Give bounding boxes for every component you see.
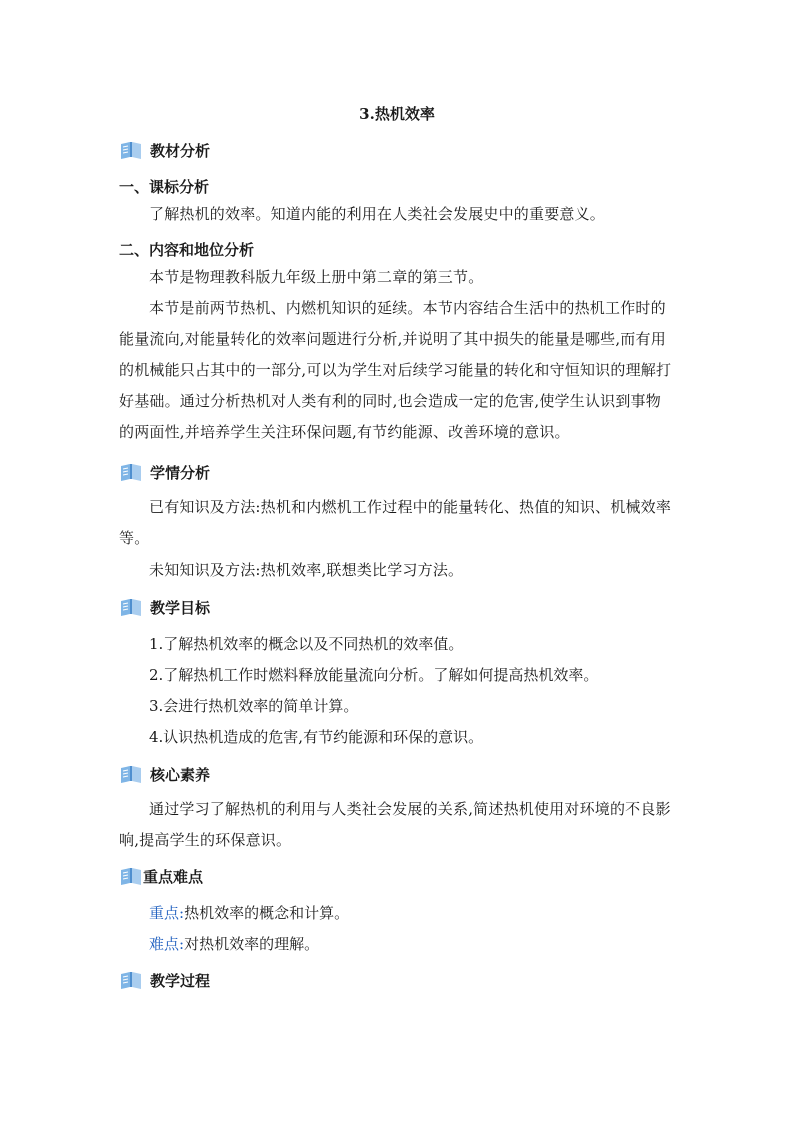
section-title: 学情分析 (150, 463, 211, 482)
paragraph-curriculum: 了解热机的效率。知道内能的利用在人类社会发展史中的重要意义。 (149, 205, 606, 223)
paragraph-literacy: 通过学习了解热机的利用与人类社会发展的关系,简述热机使用对环境的不良影响,提高学生的环保意识。 (119, 800, 671, 849)
book-icon (119, 140, 143, 160)
goal-item-2: 2.了解热机工作时燃料释放能量流向分析。了解如何提高热机效率。 (149, 666, 599, 684)
section-title: 教学目标 (150, 598, 211, 617)
goal-item-1: 1.了解热机效率的概念以及不同热机的效率值。 (149, 635, 464, 653)
section-heading-literacy (119, 762, 210, 786)
section-title: 教材分析 (150, 141, 211, 160)
paragraph-learner-2: 未知知识及方法:热机效率,联想类比学习方法。 (149, 561, 464, 579)
page-title: 3.热机效率 (359, 105, 435, 123)
paragraph-learner-1: 已有知识及方法:热机和内燃机工作过程中的能量转化、热值的知识、机械效率等。 (119, 498, 672, 547)
paragraph-content-1: 本节是物理教科版九年级上册中第二章的第三节。 (149, 268, 484, 286)
subheading-content: 二、内容和地位分析 (119, 241, 255, 259)
book-icon (119, 597, 143, 617)
paragraph-content-2: 本节是前两节热机、内燃机知识的延续。本节内容结合生活中的热机工作时的能量流向,对能量转化的效率问题进行分析,并说明了其中损失的能量是哪些,而有用的机械能只占其中的一部分,可以为学生对后续学习能量的转化和守恒知识的理解打好基础。通过分析热机对人类有利的同时,也会造成一定的危害,使学生认识到事物的两面性,并培养学生关注环保问题,有节约能源、改善环境的意识。 (119, 299, 672, 441)
section-heading-learner (119, 460, 210, 484)
focus-label: 重点: (149, 904, 185, 922)
section-heading-process (119, 968, 210, 992)
focus-text: 热机效率的概念和计算。 (184, 904, 350, 922)
key-focus-line (149, 902, 349, 923)
goal-item-4: 4.认识热机造成的危害,有节约能源和环保的意识。 (149, 728, 484, 746)
difficulty-label: 难点: (149, 935, 185, 953)
book-icon (119, 970, 143, 990)
goal-item-3: 3.会进行热机效率的简单计算。 (149, 697, 359, 715)
section-heading-goals (119, 595, 210, 619)
book-icon (119, 462, 143, 482)
section-title: 重点难点 (143, 867, 204, 886)
subheading-curriculum: 一、课标分析 (119, 178, 210, 196)
book-icon (119, 866, 143, 886)
section-title: 核心素养 (150, 765, 211, 784)
key-difficulty-line (149, 933, 319, 954)
difficulty-text: 对热机效率的理解。 (184, 935, 320, 953)
book-icon (119, 764, 143, 784)
section-heading-key-points (119, 864, 203, 888)
section-title: 教学过程 (150, 971, 211, 990)
section-heading-textbook (119, 138, 210, 162)
